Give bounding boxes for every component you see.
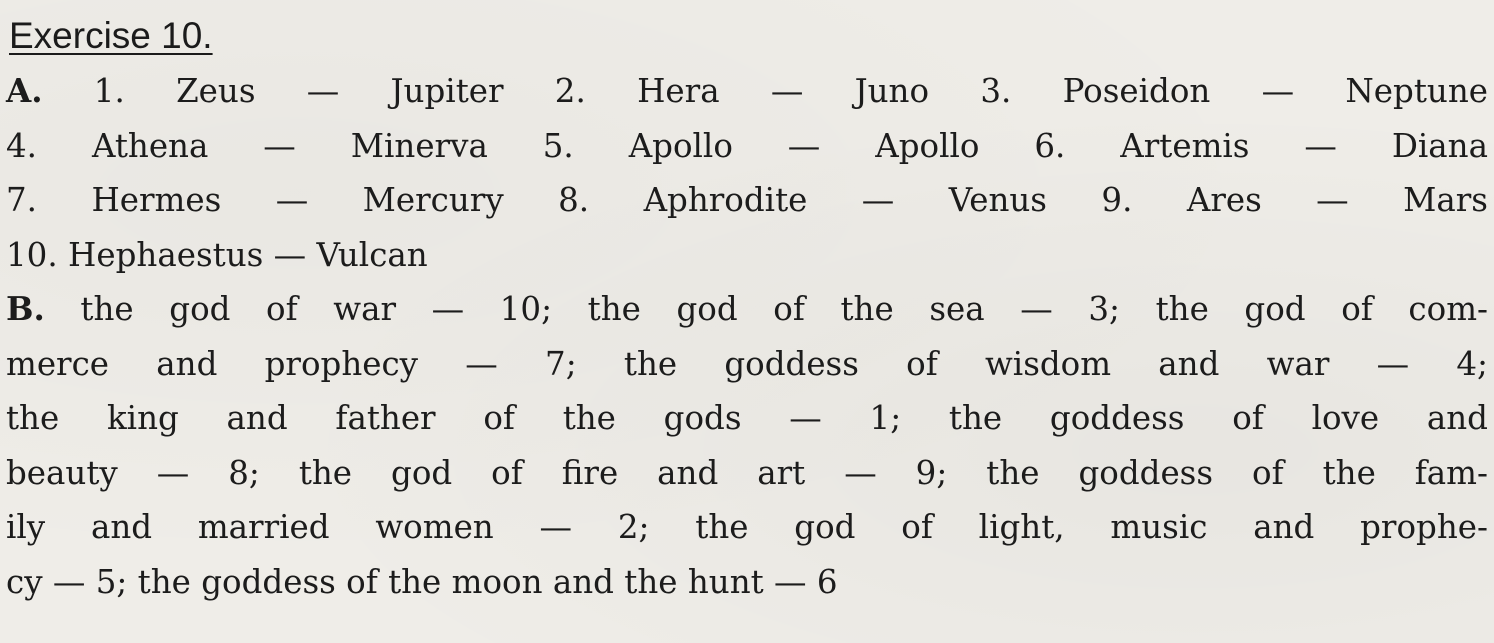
pair-2: 2. Hera — Juno xyxy=(554,72,930,110)
roman-name: Juno xyxy=(854,72,930,110)
section-a-line-4 xyxy=(6,228,1488,283)
pair-number: 2. xyxy=(554,72,586,110)
greek-name: Hermes xyxy=(91,181,222,219)
section-a-line-1 xyxy=(6,64,1488,119)
section-b-line-5: ily and married women — 2; the god of light, music and prophe- xyxy=(6,508,1488,546)
pair-4: 4. Athena — Minerva xyxy=(6,126,488,165)
pair-number: 9. xyxy=(1101,181,1133,219)
section-b-line-1 xyxy=(6,282,1488,337)
pair-number: 5. xyxy=(542,126,574,165)
section-b-text: the god of war — 10; the god of the sea — 3; the god of com- xyxy=(80,290,1488,328)
pair-number: 1. xyxy=(93,72,125,110)
roman-name: Diana xyxy=(1391,126,1488,165)
greek-name: Hephaestus xyxy=(68,235,264,274)
section-b-line-4: beauty — 8; the god of fire and art — 9; the goddess of the fam- xyxy=(6,453,1488,492)
greek-name: Ares xyxy=(1186,181,1262,219)
greek-name: Artemis xyxy=(1120,126,1250,165)
pair-8: 8. Aphrodite — Venus xyxy=(558,181,1047,219)
roman-name: Apollo xyxy=(875,126,980,165)
exercise-body xyxy=(6,64,1488,609)
section-a-line-2 xyxy=(6,119,1488,174)
exercise-page xyxy=(6,14,1488,609)
greek-name: Apollo xyxy=(628,126,733,165)
section-b-line-3: the king and father of the gods — 1; the goddess of love and xyxy=(6,399,1488,437)
roman-name: Minerva xyxy=(350,126,488,165)
pair-number: 10. xyxy=(6,235,58,274)
exercise-heading: Exercise 10. xyxy=(9,15,213,56)
pair-number: 8. xyxy=(558,181,590,219)
section-b-line-6: cy — 5; the goddess of the moon and the hunt — 6 xyxy=(6,562,838,601)
pair-5: 5. Apollo — Apollo xyxy=(542,126,980,165)
greek-name: Poseidon xyxy=(1062,72,1211,110)
pair-9: 9. Ares — Mars xyxy=(1101,181,1488,219)
roman-name: Neptune xyxy=(1345,72,1488,110)
section-b-line-2: merce and prophecy — 7; the goddess of wisdom and war — 4; xyxy=(6,344,1488,383)
roman-name: Jupiter xyxy=(390,72,504,110)
pair-6: 6. Artemis — Diana xyxy=(1034,126,1488,165)
pair-number: 6. xyxy=(1034,126,1066,165)
roman-name: Mercury xyxy=(362,181,504,219)
greek-name: Zeus xyxy=(176,72,256,110)
pair-10: 10. Hephaestus — Vulcan xyxy=(6,235,428,274)
pair-1: 1. Zeus — Jupiter xyxy=(93,72,504,110)
pair-number: 3. xyxy=(980,72,1012,110)
section-b-label: B. xyxy=(6,289,45,328)
roman-name: Vulcan xyxy=(316,235,428,274)
pair-7: 7. Hermes — Mercury xyxy=(6,181,504,219)
greek-name: Aphrodite xyxy=(643,181,808,219)
roman-name: Mars xyxy=(1403,181,1488,219)
section-a-label: A. xyxy=(6,71,43,110)
pair-number: 4. xyxy=(6,126,38,165)
section-a-line-3 xyxy=(6,173,1488,228)
greek-name: Hera xyxy=(637,72,720,110)
pair-3: 3. Poseidon — Neptune xyxy=(980,72,1488,110)
greek-name: Athena xyxy=(91,126,209,165)
roman-name: Venus xyxy=(948,181,1047,219)
pair-number: 7. xyxy=(6,181,38,219)
